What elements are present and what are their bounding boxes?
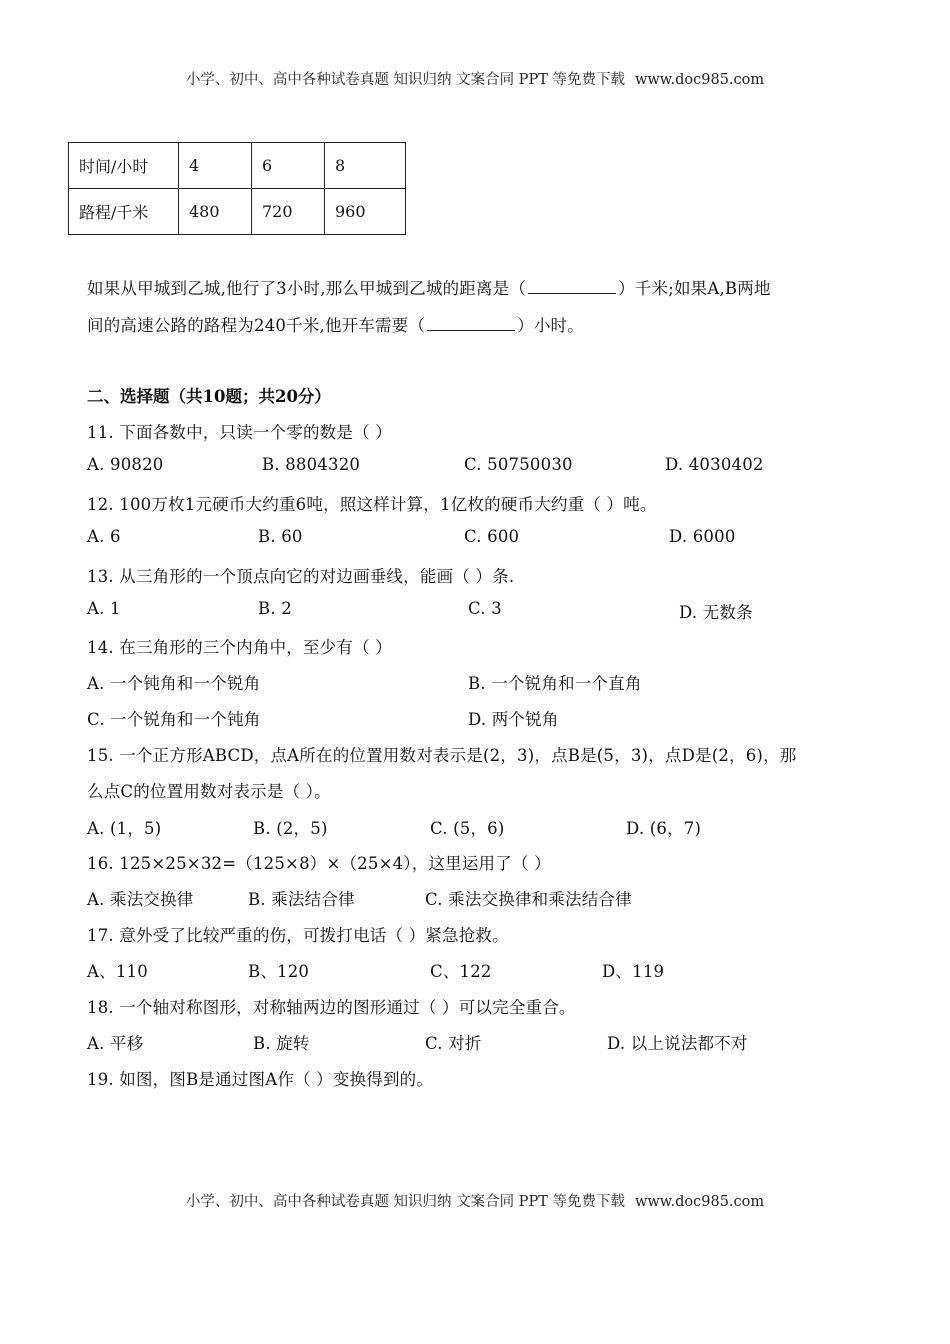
question-stem: 15. 一个正方形ABCD，点A所在的位置用数对表示是(2，3)，点B是(5，3)，点D是(2，6)，那 [87,746,797,765]
option-a[interactable]: A. (1，5) [87,819,162,838]
option-c[interactable]: C. (5，6) [430,819,505,838]
question-stem: 17. 意外受了比较严重的伤，可拨打电话（ ）紧急抢救。 [87,926,509,945]
table-row [69,143,406,189]
option-c[interactable]: C. 50750030 [464,455,573,474]
option-c[interactable]: C. 3 [468,599,502,618]
header-text: 小学、初中、高中各种试卷真题 知识归纳 文案合同 PPT 等免费下载 [185,72,625,88]
answer-blank[interactable] [528,281,616,294]
option-d[interactable]: D. 无数条 [679,603,753,622]
page-header [0,68,950,89]
row-label: 时间/小时 [69,143,179,189]
option-b[interactable]: B. 一个锐角和一个直角 [468,674,642,693]
option-d[interactable]: D. 两个锐角 [468,710,559,729]
page-footer [0,1190,950,1211]
question-stem: 14. 在三角形的三个内角中，至少有（ ） [87,638,392,657]
question-stem: 18. 一个轴对称图形，对称轴两边的图形通过（ ）可以完全重合。 [87,998,576,1017]
option-a[interactable]: A. 平移 [87,1034,144,1053]
option-b[interactable]: B、120 [248,962,310,981]
option-d[interactable]: D. (6，7) [626,819,702,838]
option-b[interactable]: B. 2 [258,599,292,618]
question-stem: 16. 125×25×32=（125×8）×（25×4），这里运用了（ ） [87,854,551,873]
footer-text: 小学、初中、高中各种试卷真题 知识归纳 文案合同 PPT 等免费下载 [185,1194,625,1210]
option-c[interactable]: C、122 [430,962,492,981]
table-cell: 720 [252,189,325,235]
option-b[interactable]: B. 旋转 [253,1034,310,1053]
question-stem: 12. 100万枚1元硬币大约重6吨，照这样计算，1亿枚的硬币大约重（ ）吨。 [87,495,657,514]
table-cell: 6 [252,143,325,189]
question-stem: 11. 下面各数中，只读一个零的数是（ ） [87,423,392,442]
option-a[interactable]: A. 乘法交换律 [87,890,194,909]
question-stem-continued: 么点C的位置用数对表示是（ ）。 [87,782,331,801]
option-a[interactable]: A. 一个钝角和一个锐角 [87,674,261,693]
option-a[interactable]: A. 90820 [87,455,164,474]
question-stem: 13. 从三角形的一个顶点向它的对边画垂线，能画（ ）条. [87,567,515,586]
option-c[interactable]: C. 600 [464,527,520,546]
option-c[interactable]: C. 一个锐角和一个钝角 [87,710,261,729]
table-cell: 480 [179,189,252,235]
row-label: 路程/千米 [69,189,179,235]
question-stem: 19. 如图，图B是通过图A作（ ）变换得到的。 [87,1070,434,1089]
table-cell: 8 [325,143,406,189]
time-distance-table [68,142,406,235]
table-row [69,189,406,235]
option-b[interactable]: B. (2，5) [253,819,328,838]
option-d[interactable]: D. 4030402 [665,455,764,474]
option-c[interactable]: C. 乘法交换律和乘法结合律 [425,890,632,909]
option-c[interactable]: C. 对折 [425,1034,482,1053]
option-a[interactable]: A、110 [87,962,148,981]
option-b[interactable]: B. 乘法结合律 [248,890,355,909]
option-d[interactable]: D. 6000 [669,527,736,546]
fill-question-line-2: 间的高速公路的路程为240千米,他开车需要（ ）小时。 [87,316,584,335]
option-b[interactable]: B. 60 [258,527,303,546]
option-a[interactable]: A. 6 [87,527,121,546]
fill-question-line-1: 如果从甲城到乙城,他行了3小时,那么甲城到乙城的距离是（ ）千米;如果A,B两地 [87,279,771,298]
table-cell: 960 [325,189,406,235]
option-a[interactable]: A. 1 [87,599,121,618]
footer-url[interactable]: www.doc985.com [634,1194,765,1210]
option-d[interactable]: D、119 [602,962,665,981]
answer-blank[interactable] [427,318,515,331]
header-url[interactable]: www.doc985.com [634,72,765,88]
option-d[interactable]: D. 以上说法都不对 [607,1034,748,1053]
table-cell: 4 [179,143,252,189]
option-b[interactable]: B. 8804320 [262,455,361,474]
section-title: 二、选择题（共10题；共20分） [87,387,331,406]
